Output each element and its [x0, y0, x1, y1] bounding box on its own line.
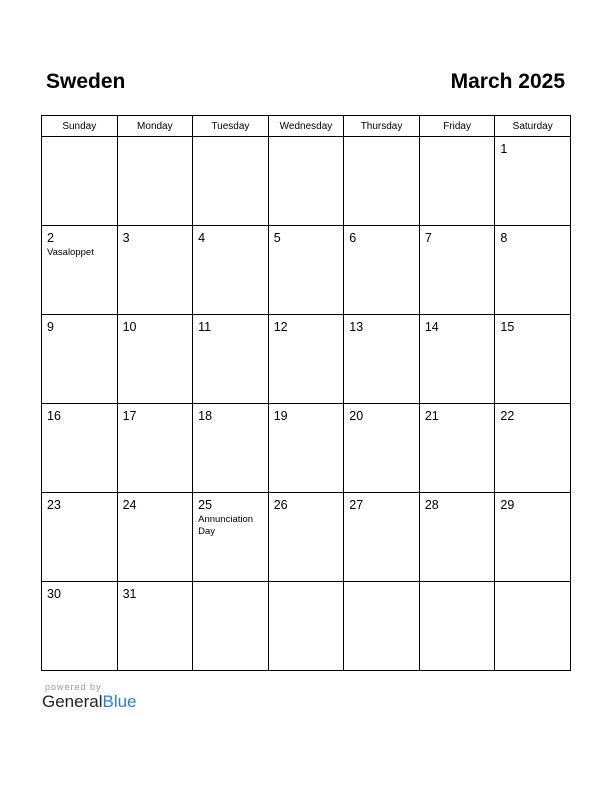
day-cell: [344, 315, 420, 404]
day-cell: [193, 226, 269, 315]
day-number: 13: [349, 320, 364, 334]
day-cell: [495, 404, 571, 493]
day-number: 25: [198, 498, 213, 512]
day-number: 2: [47, 231, 54, 245]
day-number: 9: [47, 320, 54, 334]
day-cell: [495, 493, 571, 582]
day-number: 7: [424, 231, 432, 245]
day-cell: [117, 315, 193, 404]
day-number: 11: [198, 320, 212, 334]
day-cell: [419, 404, 495, 493]
day-cell: [193, 315, 269, 404]
weekday-sunday: Sunday: [42, 116, 118, 137]
day-cell: [42, 582, 118, 671]
day-number: 14: [424, 320, 439, 334]
day-cell: [193, 404, 269, 493]
brand-logo: [42, 692, 137, 712]
day-cell: [117, 582, 193, 671]
day-number: 8: [500, 231, 508, 245]
day-cell: [495, 137, 571, 226]
day-cell: [344, 493, 420, 582]
day-cell: [344, 137, 420, 226]
week-row: [42, 582, 571, 671]
day-cell: [117, 137, 193, 226]
day-cell: [42, 493, 118, 582]
week-row: [42, 493, 571, 582]
day-number: 31: [122, 587, 137, 601]
country-title: Sweden: [46, 70, 126, 93]
week-row: [42, 404, 571, 493]
day-cell: [42, 137, 118, 226]
day-cell: [419, 226, 495, 315]
calendar-grid: [41, 115, 571, 671]
day-number: 17: [122, 409, 137, 423]
day-number: 23: [47, 498, 61, 512]
week-row: [42, 226, 571, 315]
day-cell: [193, 137, 269, 226]
day-cell: [268, 493, 344, 582]
day-cell: [193, 493, 269, 582]
weekday-header-row: [42, 116, 571, 137]
day-number: 19: [273, 409, 288, 423]
day-cell: [495, 582, 571, 671]
day-cell: [268, 137, 344, 226]
day-cell: [344, 226, 420, 315]
day-cell: [268, 226, 344, 315]
day-number: 29: [500, 498, 515, 512]
day-cell: [117, 226, 193, 315]
day-number: 16: [47, 409, 61, 423]
day-cell: [495, 315, 571, 404]
day-cell: [193, 582, 269, 671]
day-number: 28: [424, 498, 439, 512]
day-cell: [42, 226, 118, 315]
day-number: 22: [500, 409, 515, 423]
holiday-label: Annunciation Day: [198, 514, 254, 538]
day-number: 20: [349, 409, 364, 423]
brand-general: General: [42, 692, 103, 711]
day-number: 24: [122, 498, 137, 512]
day-cell: [117, 404, 193, 493]
weekday-thursday: Thursday: [344, 116, 420, 137]
day-cell: [419, 137, 495, 226]
day-number: 10: [122, 320, 137, 334]
day-cell: [344, 582, 420, 671]
day-number: 3: [122, 231, 130, 245]
footer: [42, 682, 137, 712]
day-number: 18: [198, 409, 213, 423]
powered-by-text: powered by: [45, 682, 102, 692]
day-number: 26: [273, 498, 288, 512]
day-number: 1: [500, 142, 508, 156]
day-number: 6: [349, 231, 357, 245]
day-cell: [268, 315, 344, 404]
day-number: 21: [424, 409, 439, 423]
day-cell: [419, 582, 495, 671]
calendar-body: [42, 137, 571, 671]
brand-blue: Blue: [102, 692, 137, 711]
month-title: March 2025: [450, 70, 565, 93]
day-cell: [419, 493, 495, 582]
weekday-tuesday: Tuesday: [193, 116, 269, 137]
day-number: 30: [47, 587, 61, 601]
week-row: [42, 137, 571, 226]
weekday-friday: Friday: [419, 116, 495, 137]
weekday-saturday: Saturday: [495, 116, 571, 137]
day-cell: [42, 315, 118, 404]
day-cell: [268, 582, 344, 671]
day-number: 15: [500, 320, 515, 334]
day-cell: [42, 404, 118, 493]
day-cell: [268, 404, 344, 493]
day-number: 27: [349, 498, 364, 512]
day-number: 5: [273, 231, 281, 245]
week-row: [42, 315, 571, 404]
day-cell: [495, 226, 571, 315]
day-cell: [117, 493, 193, 582]
day-number: 4: [198, 231, 206, 245]
day-cell: [419, 315, 495, 404]
day-cell: [344, 404, 420, 493]
day-number: 12: [273, 320, 288, 334]
holiday-label: Vasaloppet: [47, 247, 94, 258]
weekday-wednesday: Wednesday: [268, 116, 344, 137]
weekday-monday: Monday: [117, 116, 193, 137]
